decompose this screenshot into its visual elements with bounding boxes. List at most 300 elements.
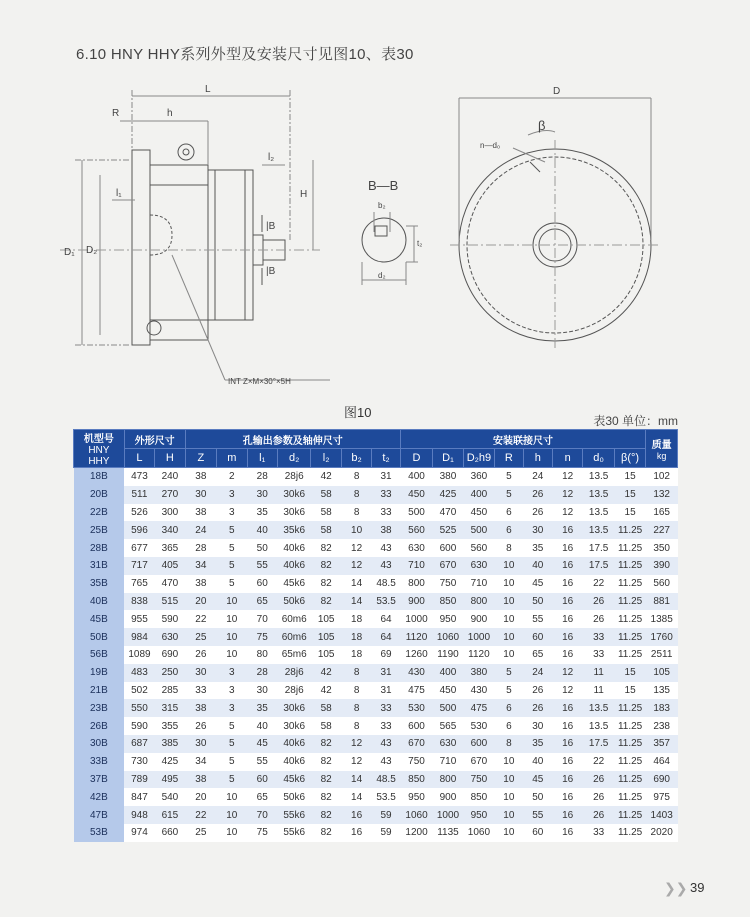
table-cell: 8 [341, 682, 371, 700]
table-cell: 1385 [646, 610, 678, 628]
table-row [74, 717, 678, 735]
table-cell: 30k6 [277, 486, 310, 504]
table-cell: 17.5 [583, 539, 614, 557]
table-cell: 22 [185, 610, 216, 628]
table-cell: 5 [217, 539, 247, 557]
table-cell: 950 [433, 610, 463, 628]
column-header: D₂h9 [463, 449, 494, 468]
table-cell: 1120 [463, 646, 494, 664]
column-header: l₁ [247, 449, 277, 468]
table-cell: 8 [341, 664, 371, 682]
table-cell: 53.5 [372, 593, 400, 611]
table-cell: 102 [646, 468, 678, 486]
table-row [74, 682, 678, 700]
table-cell: 850 [463, 788, 494, 806]
table-cell: 35 [247, 699, 277, 717]
table-cell: 10 [495, 575, 523, 593]
table-cell: 560 [400, 521, 432, 539]
table-cell: 2511 [646, 646, 678, 664]
table-cell: 11 [583, 664, 614, 682]
table-cell: 450 [433, 682, 463, 700]
table-cell: 38 [185, 575, 216, 593]
table-cell: 565 [433, 717, 463, 735]
table-cell: 33 [583, 824, 614, 842]
table-cell: 11.25 [614, 806, 645, 824]
column-header: h [523, 449, 552, 468]
table-cell: 16 [552, 699, 582, 717]
table-cell: 5 [217, 557, 247, 575]
table-cell: 59 [372, 824, 400, 842]
table-cell: 12 [341, 539, 371, 557]
column-header: d₂ [277, 449, 310, 468]
table-cell: 750 [433, 575, 463, 593]
table-cell: 470 [433, 504, 463, 522]
table-cell: 515 [155, 593, 185, 611]
table-cell: 470 [155, 575, 185, 593]
table-cell: 16 [552, 753, 582, 771]
table-cell: 630 [400, 539, 432, 557]
table-cell: 525 [433, 521, 463, 539]
table-cell: 12 [552, 682, 582, 700]
table-cell: 5 [495, 682, 523, 700]
table-cell: 3 [217, 699, 247, 717]
table-cell: 900 [433, 788, 463, 806]
table-cell: 881 [646, 593, 678, 611]
table-cell: 590 [155, 610, 185, 628]
table-cell: 105 [646, 664, 678, 682]
model-cell: 33B [74, 753, 125, 771]
table-cell: 847 [124, 788, 154, 806]
table-cell: 80 [247, 646, 277, 664]
table-cell: 10 [217, 628, 247, 646]
header-outline: 外形尺寸 [124, 430, 185, 449]
table-cell: 270 [155, 486, 185, 504]
table-cell: 10 [495, 628, 523, 646]
table-cell: 1403 [646, 806, 678, 824]
table-cell: 58 [311, 486, 341, 504]
table-cell: 22 [583, 753, 614, 771]
table-cell: 717 [124, 557, 154, 575]
table-cell: 285 [155, 682, 185, 700]
table-cell: 40 [523, 557, 552, 575]
gearbox-drawing [0, 70, 750, 400]
table-cell: 495 [155, 771, 185, 789]
table-cell: 8 [495, 735, 523, 753]
table-cell: 540 [155, 788, 185, 806]
table-cell: 600 [463, 735, 494, 753]
table-cell: 11.25 [614, 557, 645, 575]
table-cell: 58 [311, 504, 341, 522]
table-cell: 974 [124, 824, 154, 842]
column-header: l₂ [311, 449, 341, 468]
model-cell: 40B [74, 593, 125, 611]
table-cell: 42 [311, 468, 341, 486]
table-cell: 82 [311, 824, 341, 842]
table-cell: 26 [583, 771, 614, 789]
table-cell: 11.25 [614, 771, 645, 789]
table-cell: 590 [124, 717, 154, 735]
label-L: L [205, 84, 211, 95]
table-cell: 350 [646, 539, 678, 557]
table-row [74, 521, 678, 539]
table-cell: 34 [185, 557, 216, 575]
table-cell: 48.5 [372, 575, 400, 593]
table-cell: 75 [247, 628, 277, 646]
table-cell: 26 [523, 699, 552, 717]
table-cell: 82 [311, 575, 341, 593]
table-cell: 25 [185, 824, 216, 842]
table-row [74, 557, 678, 575]
table-cell: 26 [185, 646, 216, 664]
table-cell: 183 [646, 699, 678, 717]
model-cell: 22B [74, 504, 125, 522]
table-cell: 6 [495, 717, 523, 735]
table-cell: 16 [341, 824, 371, 842]
table-cell: 18 [341, 646, 371, 664]
table-cell: 984 [124, 628, 154, 646]
table-cell: 5 [217, 521, 247, 539]
table-cell: 30k6 [277, 699, 310, 717]
table-cell: 710 [400, 557, 432, 575]
table-cell: 530 [400, 699, 432, 717]
table-cell: 3 [217, 504, 247, 522]
table-cell: 8 [341, 468, 371, 486]
table-cell: 10 [495, 646, 523, 664]
table-cell: 6 [495, 521, 523, 539]
spec-table [73, 429, 678, 842]
table-cell: 26 [185, 717, 216, 735]
table-cell: 730 [124, 753, 154, 771]
table-cell: 30 [523, 521, 552, 539]
table-row [74, 628, 678, 646]
table-cell: 390 [646, 557, 678, 575]
column-header: D₁ [433, 449, 463, 468]
table-cell: 16 [552, 628, 582, 646]
table-row [74, 486, 678, 504]
column-header: b₂ [341, 449, 371, 468]
header-model: 机型号 HNY HHY [74, 430, 125, 468]
table-row [74, 504, 678, 522]
label-R: R [112, 108, 120, 119]
table-cell: 8 [341, 699, 371, 717]
table-cell: 30k6 [277, 504, 310, 522]
table-cell: 464 [646, 753, 678, 771]
table-cell: 15 [614, 504, 645, 522]
table-cell: 11.25 [614, 575, 645, 593]
table-cell: 60m6 [277, 610, 310, 628]
table-cell: 1000 [433, 806, 463, 824]
table-cell: 45 [247, 735, 277, 753]
table-cell: 1089 [124, 646, 154, 664]
table-cell: 70 [247, 610, 277, 628]
table-cell: 45 [523, 575, 552, 593]
table-cell: 13.5 [583, 468, 614, 486]
table-cell: 850 [433, 593, 463, 611]
table-cell: 16 [552, 788, 582, 806]
column-header: L [124, 449, 154, 468]
model-cell: 42B [74, 788, 125, 806]
label-t2: t₂ [417, 239, 423, 248]
table-cell: 13.5 [583, 486, 614, 504]
table-cell: 5 [217, 575, 247, 593]
header-install: 安装联接尺寸 [400, 430, 646, 449]
table-cell: 17.5 [583, 557, 614, 575]
table-cell: 42 [311, 682, 341, 700]
label-l1: l₁ [116, 188, 122, 199]
table-cell: 40 [247, 717, 277, 735]
table-cell: 8 [341, 504, 371, 522]
table-cell: 16 [552, 824, 582, 842]
table-cell: 35 [247, 504, 277, 522]
table-cell: 800 [433, 771, 463, 789]
table-cell: 500 [433, 699, 463, 717]
table-cell: 43 [372, 735, 400, 753]
table-row [74, 468, 678, 486]
table-cell: 33 [583, 628, 614, 646]
table-cell: 5 [495, 664, 523, 682]
table-cell: 10 [341, 521, 371, 539]
table-cell: 45 [523, 771, 552, 789]
table-row [74, 575, 678, 593]
table-cell: 630 [433, 735, 463, 753]
table-cell: 670 [400, 735, 432, 753]
table-cell: 33 [372, 717, 400, 735]
table-cell: 82 [311, 788, 341, 806]
table-cell: 560 [646, 575, 678, 593]
table-cell: 82 [311, 735, 341, 753]
model-cell: 28B [74, 539, 125, 557]
table-cell: 838 [124, 593, 154, 611]
table-cell: 11.25 [614, 824, 645, 842]
table-cell: 30 [185, 486, 216, 504]
table-cell: 20 [185, 593, 216, 611]
table-cell: 380 [463, 664, 494, 682]
column-header: m [217, 449, 247, 468]
table-cell: 28 [185, 539, 216, 557]
table-cell: 8 [495, 539, 523, 557]
table-cell: 2 [217, 468, 247, 486]
table-row [74, 664, 678, 682]
table-cell: 50 [247, 539, 277, 557]
table-cell: 24 [185, 521, 216, 539]
table-cell: 10 [217, 788, 247, 806]
table-cell: 900 [463, 610, 494, 628]
table-cell: 10 [495, 557, 523, 575]
table-cell: 65 [247, 788, 277, 806]
table-cell: 14 [341, 575, 371, 593]
table-cell: 750 [400, 753, 432, 771]
table-cell: 11.25 [614, 753, 645, 771]
table-cell: 400 [433, 664, 463, 682]
table-cell: 82 [311, 753, 341, 771]
table-cell: 10 [495, 593, 523, 611]
table-row [74, 646, 678, 664]
table-cell: 82 [311, 539, 341, 557]
table-row [74, 771, 678, 789]
table-cell: 82 [311, 806, 341, 824]
chevron-icon: ❯❯ [664, 880, 688, 896]
table-cell: 31 [372, 664, 400, 682]
table-cell: 10 [495, 753, 523, 771]
table-cell: 3 [217, 486, 247, 504]
table-cell: 15 [614, 682, 645, 700]
table-cell: 789 [124, 771, 154, 789]
table-cell: 2020 [646, 824, 678, 842]
table-cell: 596 [124, 521, 154, 539]
table-cell: 33 [583, 646, 614, 664]
table-cell: 1760 [646, 628, 678, 646]
table-cell: 357 [646, 735, 678, 753]
table-cell: 800 [400, 575, 432, 593]
table-cell: 425 [433, 486, 463, 504]
table-cell: 630 [463, 557, 494, 575]
table-cell: 50 [523, 593, 552, 611]
table-cell: 1190 [433, 646, 463, 664]
table-cell: 710 [433, 753, 463, 771]
table-cell: 16 [552, 557, 582, 575]
table-cell: 132 [646, 486, 678, 504]
table-cell: 355 [155, 717, 185, 735]
table-cell: 82 [311, 557, 341, 575]
table-cell: 45k6 [277, 771, 310, 789]
table-row [74, 788, 678, 806]
table-cell: 340 [155, 521, 185, 539]
label-b2: b₂ [378, 201, 386, 210]
table-cell: 526 [124, 504, 154, 522]
table-cell: 30 [523, 717, 552, 735]
table-cell: 12 [552, 468, 582, 486]
table-cell: 950 [400, 788, 432, 806]
table-cell: 511 [124, 486, 154, 504]
table-cell: 38 [185, 699, 216, 717]
table-cell: 1000 [400, 610, 432, 628]
table-cell: 380 [433, 468, 463, 486]
table-cell: 33 [372, 504, 400, 522]
table-cell: 12 [341, 557, 371, 575]
table-cell: 40k6 [277, 753, 310, 771]
table-cell: 1060 [433, 628, 463, 646]
label-B-top: |B [266, 221, 276, 232]
table-cell: 14 [341, 593, 371, 611]
table-cell: 58 [311, 699, 341, 717]
table-cell: 34 [185, 753, 216, 771]
table-cell: 502 [124, 682, 154, 700]
table-cell: 28j6 [277, 664, 310, 682]
table-cell: 24 [523, 664, 552, 682]
table-cell: 1000 [463, 628, 494, 646]
table-cell: 500 [463, 521, 494, 539]
table-cell: 16 [552, 806, 582, 824]
table-cell: 11.25 [614, 593, 645, 611]
table-cell: 5 [495, 468, 523, 486]
table-cell: 26 [523, 682, 552, 700]
header-mass: 质量 kg [646, 430, 678, 468]
table-cell: 430 [400, 664, 432, 682]
table-cell: 710 [463, 575, 494, 593]
table-cell: 300 [155, 504, 185, 522]
table-cell: 55k6 [277, 824, 310, 842]
table-cell: 50k6 [277, 788, 310, 806]
label-D1: D₁ [64, 247, 75, 258]
table-cell: 10 [495, 788, 523, 806]
table-cell: 12 [552, 486, 582, 504]
table-cell: 238 [646, 717, 678, 735]
model-cell: 23B [74, 699, 125, 717]
table-cell: 40 [523, 753, 552, 771]
table-cell: 475 [463, 699, 494, 717]
table-cell: 26 [583, 593, 614, 611]
table-cell: 11.25 [614, 521, 645, 539]
table-cell: 65 [523, 646, 552, 664]
table-cell: 950 [463, 806, 494, 824]
table-cell: 615 [155, 806, 185, 824]
table-cell: 10 [495, 610, 523, 628]
table-cell: 10 [217, 806, 247, 824]
table-cell: 687 [124, 735, 154, 753]
table-cell: 60 [523, 628, 552, 646]
table-cell: 28j6 [277, 468, 310, 486]
table-cell: 16 [552, 539, 582, 557]
table-cell: 450 [400, 486, 432, 504]
table-cell: 365 [155, 539, 185, 557]
table-cell: 550 [124, 699, 154, 717]
column-header: H [155, 449, 185, 468]
table-cell: 12 [341, 735, 371, 753]
column-header: D [400, 449, 432, 468]
table-cell: 53.5 [372, 788, 400, 806]
table-cell: 405 [155, 557, 185, 575]
table-cell: 16 [552, 646, 582, 664]
label-B-bottom: |B [266, 266, 276, 277]
table-row [74, 735, 678, 753]
table-cell: 690 [646, 771, 678, 789]
table-cell: 670 [463, 753, 494, 771]
table-cell: 630 [155, 628, 185, 646]
table-cell: 40 [247, 521, 277, 539]
table-cell: 11.25 [614, 646, 645, 664]
table-cell: 33 [372, 486, 400, 504]
table-cell: 3 [217, 682, 247, 700]
table-cell: 10 [217, 593, 247, 611]
table-cell: 10 [495, 771, 523, 789]
label-d2: d₂ [378, 271, 386, 280]
table-cell: 11.25 [614, 539, 645, 557]
table-row [74, 806, 678, 824]
label-D2: D₂ [86, 245, 98, 256]
table-cell: 35 [523, 735, 552, 753]
table-row [74, 699, 678, 717]
table-cell: 10 [217, 646, 247, 664]
table-cell: 900 [400, 593, 432, 611]
table-cell: 42 [311, 664, 341, 682]
table-cell: 600 [433, 539, 463, 557]
label-beta: β [538, 118, 546, 133]
column-header: β(°) [614, 449, 645, 468]
label-h: h [167, 108, 173, 119]
table-cell: 425 [155, 753, 185, 771]
table-cell: 20 [185, 788, 216, 806]
table-cell: 475 [400, 682, 432, 700]
table-cell: 31 [372, 682, 400, 700]
table-cell: 105 [311, 628, 341, 646]
table-cell: 26 [583, 610, 614, 628]
model-cell: 56B [74, 646, 125, 664]
table-cell: 11.25 [614, 628, 645, 646]
table-cell: 10 [217, 610, 247, 628]
table-cell: 1120 [400, 628, 432, 646]
table-cell: 15 [614, 468, 645, 486]
table-cell: 660 [155, 824, 185, 842]
